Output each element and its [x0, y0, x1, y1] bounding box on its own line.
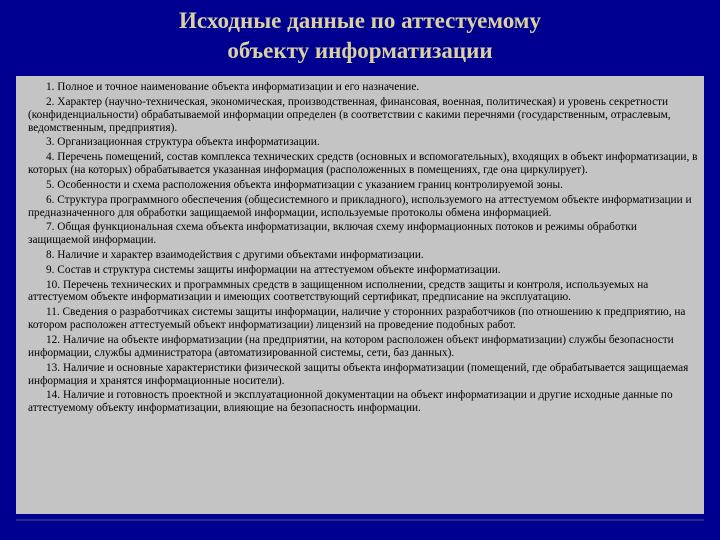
list-item: 6. Структура программного обеспечения (общесистемного и прикладного), используемого на аттестуемом объекте информатизации и предназначенного для обработки защищаемой информации, используемые протоколы обмена информацией.	[28, 193, 692, 219]
list-item: 4. Перечень помещений, состав комплекса технических средств (основных и вспомогательных), входящих в объект информатизации, в которых (на которых) обрабатывается указанная информация (расположенных в помещениях, где она циркулирует).	[28, 151, 698, 177]
list-item: 5. Особенности и схема расположения объекта информатизации с указанием границ контролируемой зоны.	[46, 178, 563, 191]
slide-title	[0, 6, 720, 66]
bottom-divider	[16, 519, 704, 521]
list-item: 8. Наличие и характер взаимодействия с другими объектами информатизации.	[46, 249, 424, 262]
title-line-1: Исходные данные по аттестуемому	[179, 8, 541, 33]
list-item: 14. Наличие и готовность проектной и эксплуатационной документации на объект информатизации и другие исходные данные по аттестуемому объекту информатизации, влияющие на безопасность информации.	[28, 389, 673, 415]
list-item: 10. Перечень технических и программных средств в защищенном исполнении, средств защиты и контроля, используемых на аттестуемом объекте информатизации и имеющих соответствующий сертификат, предписание на эксплуатацию.	[28, 278, 649, 304]
title-line-2: объекту информатизации	[227, 38, 493, 63]
list-item: 7. Общая функциональная схема объекта информатизации, включая схему информационных потоков и режимы обработки защищаемой информации.	[28, 221, 637, 247]
list-item: 11. Сведения о разработчиках системы защиты информации, наличие у сторонних разработчиков (по отношению к предприятию, на котором расположен аттестуемый объект информатизации) лицензий на проведение подобных работ.	[28, 306, 686, 332]
list-item: 13. Наличие и основные характеристики физической защиты объекта информатизации (помещений, где обрабатывается защищаемая информация и хранятся информационные носители).	[28, 361, 689, 387]
content-panel	[16, 76, 704, 514]
list-item: 12. Наличие на объекте информатизации (на предприятии, на котором расположен объект информатизации) службы безопасности информации, службы администратора (автоматизированной системы, сети, баз данных).	[28, 333, 674, 359]
list-item: 3. Организационная структура объекта информатизации.	[46, 136, 320, 149]
list-item: 9. Состав и структура системы защиты информации на аттестуемом объекте информатизации.	[46, 263, 501, 276]
list-item: 2. Характер (научно-техническая, экономическая, производственная, финансовая, военная, политическая) и уровень секретности (конфиденциальности) обрабатываемой информации определен (в соответствии с какими перечнями (государственным, отраслевым, ведомственным, предприятия).	[28, 95, 671, 134]
list-item: 1. Полное и точное наименование объекта информатизации и его назначение.	[46, 81, 420, 93]
